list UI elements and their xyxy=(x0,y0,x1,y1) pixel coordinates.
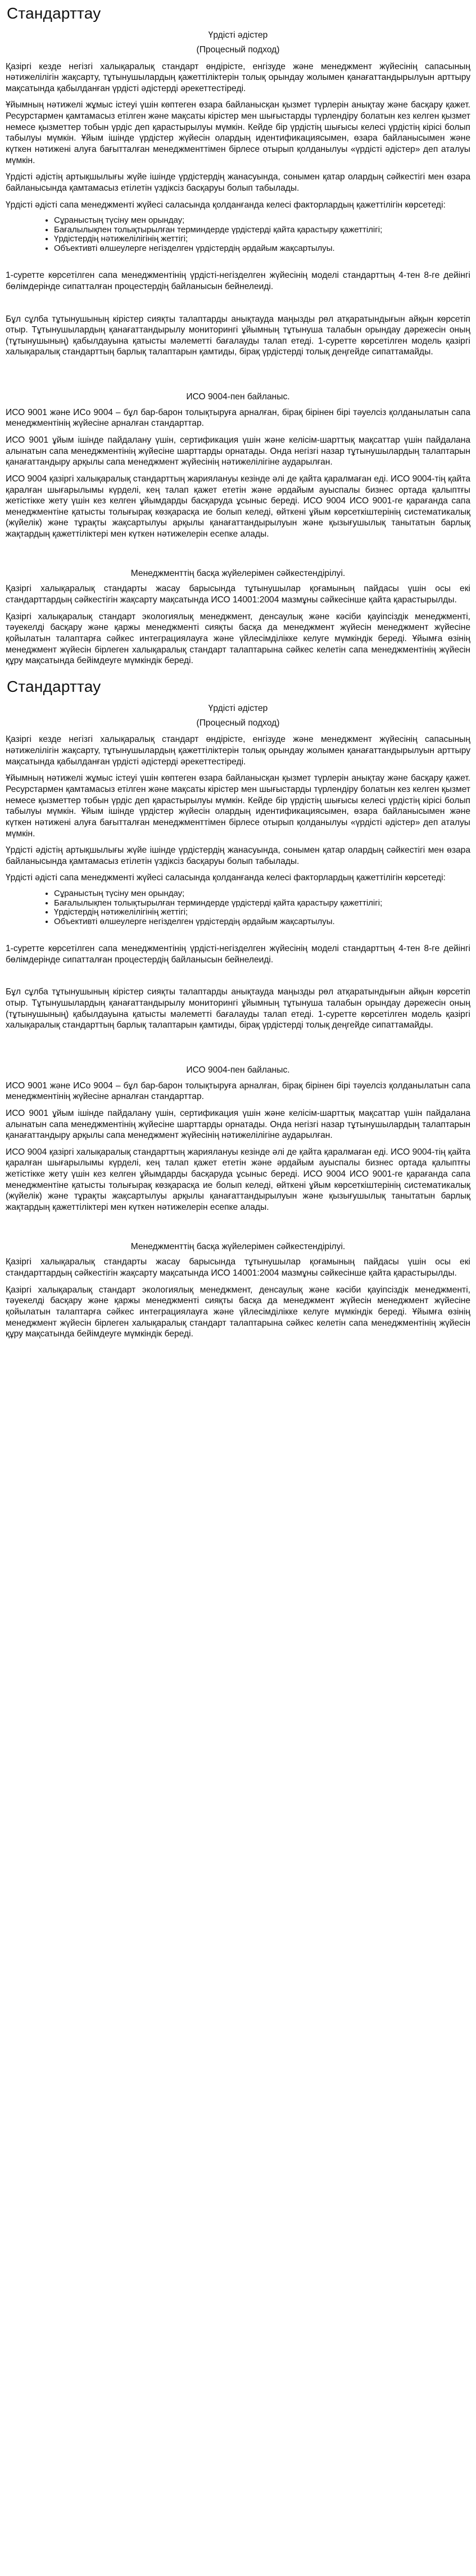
paragraph: Қазіргі халықаралық стандарты жасау барысында тұтынушылар қоғамының пайдасы үшін осы екі стандарттардың сәйкестігін жақсарту мақсатында ИСО 14001:2004 мазмұны сәйкесінше қайта қарастырылды. xyxy=(6,1257,470,1278)
paragraph: Қазіргі халықаралық стандарт экологиялық менеджмент, денсаулық және кәсіби қауіпсіздік менеджменті, тәуекелді басқару және қаржы менеджменті сияқты басқа да менеджмент жүйесін менеджмент жүйесіне қойылатын талаптарға сәйкес интеграциялауға және үйлесімділікке келуге мүмкіндік береді. Ұйымға өзінің менеджмент жүйесін бірлеген халықаралық стандарт талаптарына сәйкес келетін сапа менеджментінің жүйесін құру мақсатында бейімдеуге мүмкіндік береді. xyxy=(6,1285,470,1339)
paragraph: ИСО 9001 және ИСо 9004 – бұл бар-барон толықтыруға арналған, бірақ бірінен бірі тәуелсіз қолданылатын сапа менеджментінің жүйесіне арналған стандарттар. xyxy=(6,407,470,429)
paragraph: Үрдісті әдістің артықшылығы жүйе ішінде үрдістердің жанасуында, сонымен қатар олардың сәйкестігі мен өзара байланысында қамтамасыз етілетін үздіксіз басқаруы болып табылады. xyxy=(6,172,470,193)
document-title: Стандарттау xyxy=(7,4,101,22)
paragraph: Үрдісті әдісті сапа менеджменті жүйесі саласында қолданғанда келесі факторлардың қажеттілігін көрсетеді: xyxy=(6,200,446,210)
paragraph: Бұл сұлба тұтынушының кірістер сияқты талаптарды анықтауда маңызды рөл атқаратындығын айқын көрсетіп отыр. Тұтынушылардың қанағаттандырылу мониторингі ұйымның тұтынуша талабын орындау дәрежесін оның (тұтынушының) қабылдауына қатысты мәлеметті бағалауды талап етеді. 1-суретте көрсетілген модель қазіргі халықаралық стандарттың барлық талаптарын қамтиды, бірақ үрдістерді толық деңгейде сипаттамайды. xyxy=(6,987,470,1030)
section-heading-iso: ИСО 9004-пен байланыс. xyxy=(186,1065,290,1075)
list-item: • Сұраныстың түсіну мен орындау; xyxy=(54,889,470,899)
section-subtitle-ru: (Процесный подход) xyxy=(196,44,280,55)
paragraph: ИСО 9001 және ИСо 9004 – бұл бар-барон толықтыруға арналған, бірақ бірінен бірі тәуелсіз қолданылатын сапа менеджментінің жүйесіне арналған стандарттар. xyxy=(6,1080,470,1102)
list-item: • Объективті өлшеулерге негізделген үрдістердің әрдайым жақсартылуы. xyxy=(54,244,470,254)
factor-list xyxy=(6,889,470,926)
paragraph: Бұл сұлба тұтынушының кірістер сияқты талаптарды анықтауда маңызды рөл атқаратындығын айқын көрсетіп отыр. Тұтынушылардың қанағаттандырылу мониторингі ұйымның тұтынуша талабын орындау дәрежесін оның (тұтынушының) қабылдауына қатысты мәлеметті бағалауды талап етеді. 1-суретте көрсетілген модель қазіргі халықаралық стандарттың барлық талаптарын қамтиды, бірақ үрдістерді толық деңгейде сипаттамайды. xyxy=(6,314,470,357)
document-section-2 xyxy=(6,677,470,1340)
section-subtitle: Үрдісті әдістер xyxy=(208,30,268,40)
section-subtitle-ru: (Процесный подход) xyxy=(196,718,280,728)
figure-note: 1-суретте көрсетілген сапа менеджментінің үрдісті-негізделген жүйесінің моделі стандарттың 4-тен 8-ге дейінгі бөлімдерінде сипатталған процестердің байланысын бейнелеиді. xyxy=(6,271,470,291)
figure-note: 1-суретте көрсетілген сапа менеджментінің үрдісті-негізделген жүйесінің моделі стандарттың 4-тен 8-ге дейінгі бөлімдерінде сипатталған процестердің байланысын бейнелеиді. xyxy=(6,944,470,965)
section-heading-other: Менеджменттің басқа жүйелерімен сәйкестендірілуі. xyxy=(130,568,346,578)
paragraph: Қазіргі кезде негізгі халықаралық стандарт өндірісте, енгізуде және менеджмент жүйесінің сапасының нәтижелілігін жақсарту, тұтынушылардың қажеттіліктерін толық орындау жолымен қанағаттандырылуын арттыру мақсатында қабылданған үрдісті әдістерді әрекеттестіреді. xyxy=(6,735,470,767)
document-section-1 xyxy=(6,3,470,666)
section-subtitle: Үрдісті әдістер xyxy=(208,704,268,714)
list-item: • Бағалылықпен толықтырылған терминдерде үрдістерді қайта қарастыру қажеттілігі; xyxy=(54,899,470,908)
paragraph: Қазіргі халықаралық стандарты жасау барысында тұтынушылар қоғамының пайдасы үшін осы екі стандарттардың сәйкестігін жақсарту мақсатында ИСО 14001:2004 мазмұны сәйкесінше қайта қарастырылды. xyxy=(6,584,470,605)
paragraph: Ұйымның нәтижелі жұмыс істеуі үшін көптеген өзара байланысқан қызмет түрлерін анықтау және басқару қажет. Ресурстармен қамтамасыз етілген және мақсаты кірістер мен шығыстарды түрлендіру болатын кез келген қызмет немесе қызметтер тобын үрдіс деп қарастырылуы мүмкін. Кейде бір үрдістің шығысы келесі үрдістің кірісі болып табылуы мүмкін. Ұйым ішінде үрдістер жүйесін олардың идентификациясымен, өзара байланысымен және күткен нәтижені алуға бағытталған менеджменттімен бірлесе отырып қолданылуы «үрдісті әдістер» деп аталуы мүмкін. xyxy=(6,773,470,839)
paragraph: Үрдісті әдістің артықшылығы жүйе ішінде үрдістердің жанасуында, сонымен қатар олардың сәйкестігі мен өзара байланысында қамтамасыз етілетін үздіксіз басқаруы болып табылады. xyxy=(6,845,470,866)
list-item: • Сұраныстың түсіну мен орындау; xyxy=(54,216,470,226)
paragraph: Үрдісті әдісті сапа менеджменті жүйесі саласында қолданғанда келесі факторлардың қажеттілігін көрсетеді: xyxy=(6,873,446,883)
list-item: • Үрдістердің нәтижелілігінің жеттігі; xyxy=(54,235,470,244)
list-item: • Үрдістердің нәтижелілігінің жеттігі; xyxy=(54,908,470,917)
paragraph: Қазіргі халықаралық стандарт экологиялық менеджмент, денсаулық және кәсіби қауіпсіздік менеджменті, тәуекелді басқару және қаржы менеджменті сияқты басқа да менеджмент жүйесін менеджмент жүйесіне қойылатын талаптарға сәйкес интеграциялауға және үйлесімділікке келуге мүмкіндік береді. Ұйымға өзінің менеджмент жүйесін бірлеген халықаралық стандарт талаптарына сәйкес келетін сапа менеджментінің жүйесін құру мақсатында бейімдеуге мүмкіндік береді. xyxy=(6,611,470,666)
list-item: • Бағалылықпен толықтырылған терминдерде үрдістерді қайта қарастыру қажеттілігі; xyxy=(54,226,470,235)
paragraph: ИСО 9004 қазіргі халықаралық стандарттың жариялануы кезінде әлі де қайта қаралмаған еді. ИСО 9004-тің қайта қаралған шығарылымы күрделі, кең талап қажет ететін және әрдайым ауыспалы бизнес ортада қалыптғы жетістікке жету үшін кез келген ұйымдарды басқаруда ұсыныс береді. ИСО 9004 ИСО 9001-ге қарағанда сапа менеджментіне қатысты толығырақ көзқарасқа ие болып келеді, өйткені ұйым көрсеткіштерінің систематикалық (жүйелік) және тұрақты жақсартылуы арқылы қанағаттандырылуын және қызығушылық танытатын барлық жақтардың қажеттіліктері мен күткен нәтижелерін есепке алады. xyxy=(6,1147,470,1213)
section-heading-other: Менеджменттің басқа жүйелерімен сәйкестендірілуі. xyxy=(130,1241,346,1251)
paragraph: ИСО 9001 ұйым ішінде пайдалану үшін, сертификация үшін және келісім-шарттық мақсаттар үшін пайдалана алынатын сапа менеджментінің жүйесіне шарттарды орнатады. Онда негізгі назар тұтынушылардың талаптарын қанағаттандыру арқылы сапа менеджмент жүйесінің нәтижелілігіне аударылған. xyxy=(6,1108,470,1141)
factor-list xyxy=(6,216,470,253)
document-title: Стандарттау xyxy=(7,677,101,695)
paragraph: ИСО 9004 қазіргі халықаралық стандарттың жариялануы кезінде әлі де қайта қаралмаған еді. ИСО 9004-тің қайта қаралған шығарылымы күрделі, кең талап қажет ететін және әрдайым ауыспалы бизнес ортада қалыптғы жетістікке жету үшін кез келген ұйымдарды басқаруда ұсыныс береді. ИСО 9004 ИСО 9001-ге қарағанда сапа менеджментіне қатысты толығырақ көзқарасқа ие болып келеді, өйткені ұйым көрсеткіштерінің систематикалық (жүйелік) және тұрақты жақсартылуы арқылы қанағаттандырылуын және қызығушылық танытатын барлық жақтардың қажеттіліктері мен күткен нәтижелерін есепке алады. xyxy=(6,474,470,539)
section-heading-iso: ИСО 9004-пен байланыс. xyxy=(186,392,290,402)
paragraph: Ұйымның нәтижелі жұмыс істеуі үшін көптеген өзара байланысқан қызмет түрлерін анықтау және басқару қажет. Ресурстармен қамтамасыз етілген және мақсаты кірістер мен шығыстарды түрлендіру болатын кез келген қызмет немесе қызметтер тобын үрдіс деп қарастырылуы мүмкін. Кейде бір үрдістің шығысы келесі үрдістің кірісі болып табылуы мүмкін. Ұйым ішінде үрдістер жүйесін олардың идентификациясымен, өзара байланысымен және күткен нәтижені алуға бағытталған менеджменттімен бірлесе отырып қолданылуы «үрдісті әдістер» деп аталуы мүмкін. xyxy=(6,100,470,165)
paragraph: ИСО 9001 ұйым ішінде пайдалану үшін, сертификация үшін және келісім-шарттық мақсаттар үшін пайдалана алынатын сапа менеджментінің жүйесіне шарттарды орнатады. Онда негізгі назар тұтынушылардың талаптарын қанағаттандыру арқылы сапа менеджмент жүйесінің нәтижелілігіне аударылған. xyxy=(6,435,470,467)
list-item: • Объективті өлшеулерге негізделген үрдістердің әрдайым жақсартылуы. xyxy=(54,917,470,927)
paragraph: Қазіргі кезде негізгі халықаралық стандарт өндірісте, енгізуде және менеджмент жүйесінің сапасының нәтижелілігін жақсарту, тұтынушылардың қажеттіліктерін толық орындау жолымен қанағаттандырылуын арттыру мақсатында қабылданған үрдісті әдістерді әрекеттестіреді. xyxy=(6,61,470,93)
